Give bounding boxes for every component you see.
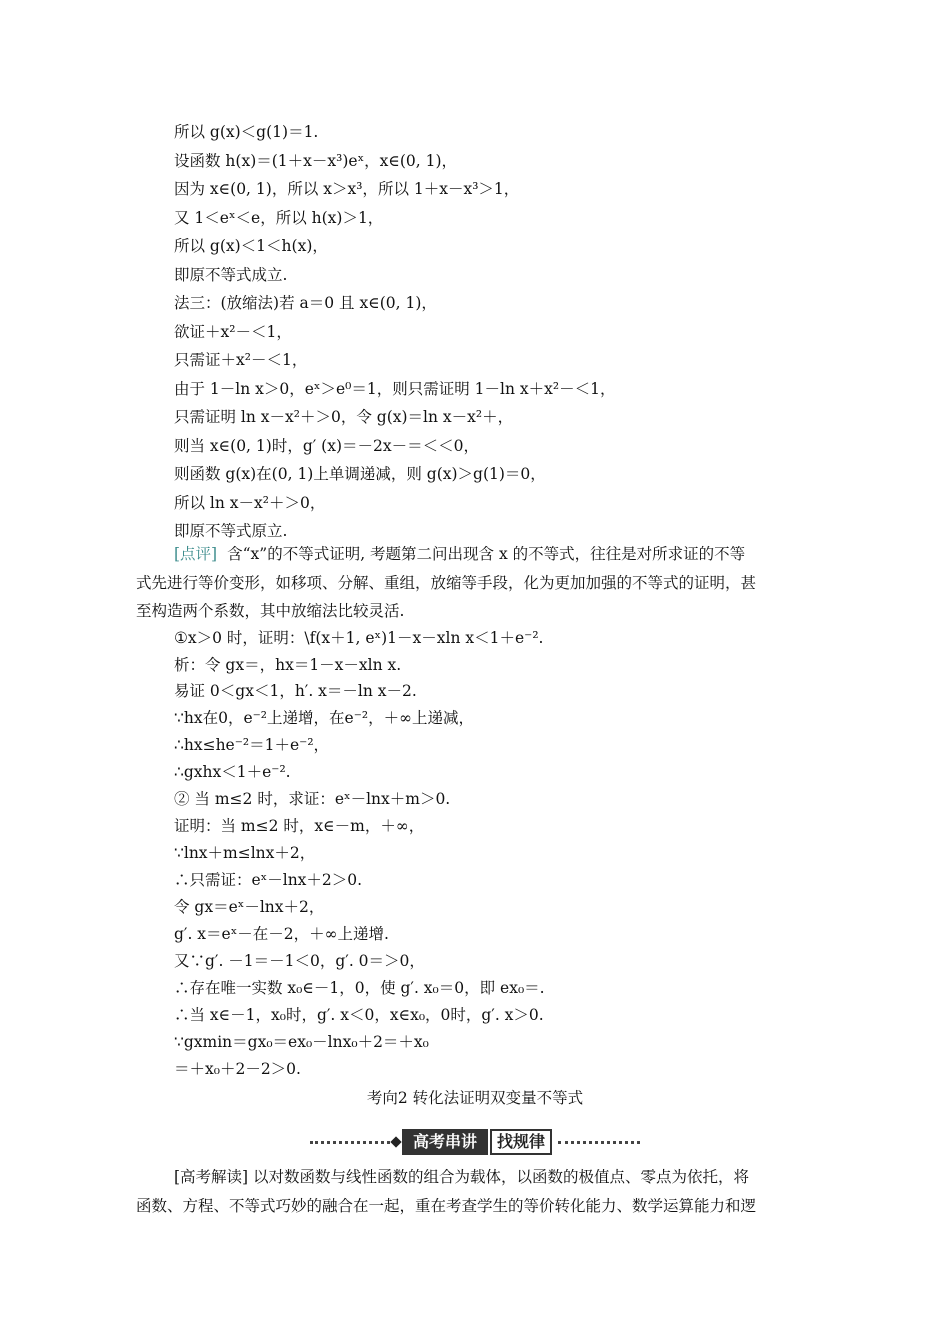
section-banner bbox=[310, 1129, 640, 1155]
text-line: ∴存在唯一实数 x₀∈－1，0，使 g′. x₀＝0，即 ex₀＝. bbox=[174, 979, 545, 997]
text-line: ② 当 m≤2 时，求证：eˣ－lnx＋m＞0. bbox=[174, 790, 451, 808]
text-line: 只需证＋x²－＜1， bbox=[174, 351, 308, 369]
banner-label-right: 找规律 bbox=[490, 1129, 552, 1155]
analysis-paragraph bbox=[136, 1163, 816, 1220]
text-line: 欲证＋x²－＜1， bbox=[174, 323, 292, 341]
text-line: 即原不等式原立. bbox=[174, 522, 288, 540]
text-line: ∴只需证：eˣ－lnx＋2＞0. bbox=[174, 871, 363, 889]
text-line: 所以 ln x－x²＋＞0， bbox=[174, 494, 326, 512]
text-line: ∴当 x∈－1，x₀时，g′. x＜0，x∈x₀，0时，g′. x＞0. bbox=[174, 1006, 544, 1024]
text-line: ∴hx≤he⁻²＝1＋e⁻²， bbox=[174, 736, 330, 754]
diamond-icon bbox=[390, 1136, 401, 1147]
text-line: ∵hx在0，e⁻²上递增，在e⁻²，＋∞上递减， bbox=[174, 709, 474, 727]
text-line: ∵gxmin＝gx₀＝ex₀－lnx₀＋2＝＋x₀ bbox=[174, 1033, 429, 1051]
remark-line-2: 式先进行等价变形，如移项、分解、重组，放缩等手段，化为更加加强的不等式的证明，甚 bbox=[136, 573, 757, 592]
text-line: 所以 g(x)＜g(1)＝1. bbox=[174, 123, 319, 141]
remark-line-1: 含“x”的不等式证明, 考题第二问出现含 x 的不等式，往往是对所求证的不等 bbox=[227, 545, 746, 563]
section-title: 考向2 转化法证明双变量不等式 bbox=[366, 1089, 584, 1107]
analysis-line-1: [高考解读] 以对数函数与线性函数的组合为载体，以函数的极值点、零点为依托，将 bbox=[174, 1168, 750, 1186]
text-line: 易证 0＜gx＜1，h′. x＝－ln x－2. bbox=[174, 682, 417, 700]
text-line: 则当 x∈(0, 1)时，g′ (x)＝－2x－＝＜＜0， bbox=[174, 437, 479, 455]
remark-paragraph bbox=[136, 540, 816, 626]
text-line: 所以 g(x)＜1＜h(x)， bbox=[174, 237, 328, 255]
banner-dots-left bbox=[310, 1141, 390, 1144]
text-line: 因为 x∈(0, 1)，所以 x＞x³，所以 1＋x－x³＞1， bbox=[174, 180, 520, 198]
remark-line-3: 至构造两个系数，其中放缩法比较灵活. bbox=[136, 602, 405, 620]
text-line: 又 1＜eˣ＜e，所以 h(x)＞1， bbox=[174, 209, 384, 227]
banner-label-left: 高考串讲 bbox=[402, 1129, 488, 1155]
text-line: 析：令 gx＝，hx＝1－x－xln x. bbox=[174, 656, 402, 674]
text-line: 法三：(放缩法)若 a＝0 且 x∈(0, 1)， bbox=[174, 294, 437, 312]
text-line: ＝＋x₀＋2－2＞0. bbox=[174, 1060, 301, 1078]
text-line: ①x＞0 时，证明：\f(x＋1, eˣ)1－x－xln x＜1＋e⁻². bbox=[174, 629, 544, 647]
text-line: 由于 1－ln x＞0，eˣ＞e⁰＝1，则只需证明 1－ln x＋x²－＜1， bbox=[174, 380, 616, 398]
text-line: 则函数 g(x)在(0, 1)上单调递减，则 g(x)＞g(1)＝0， bbox=[174, 465, 546, 483]
text-line: g′. x＝eˣ－在－2，＋∞上递增. bbox=[174, 925, 389, 943]
text-line: 只需证明 ln x－x²＋＞0，令 g(x)＝ln x－x²＋， bbox=[174, 408, 514, 426]
banner-dots-right bbox=[558, 1141, 640, 1144]
text-line: ∵lnx＋m≤lnx＋2， bbox=[174, 844, 316, 862]
text-line: 即原不等式成立. bbox=[174, 266, 288, 284]
text-line: ∴gxhx＜1＋e⁻². bbox=[174, 763, 291, 781]
remark-tag: [点评] bbox=[174, 545, 218, 563]
text-line: 证明：当 m≤2 时，x∈－m，＋∞， bbox=[174, 817, 425, 835]
analysis-line-2: 函数、方程、不等式巧妙的融合在一起，重在考查学生的等价转化能力、数学运算能力和逻 bbox=[136, 1196, 757, 1215]
text-line: 设函数 h(x)＝(1＋x－x³)eˣ，x∈(0, 1)， bbox=[174, 152, 458, 170]
text-line: 又∵g′. －1＝－1＜0，g′. 0＝＞0， bbox=[174, 952, 425, 970]
text-line: 令 gx＝eˣ－lnx＋2， bbox=[174, 898, 325, 916]
